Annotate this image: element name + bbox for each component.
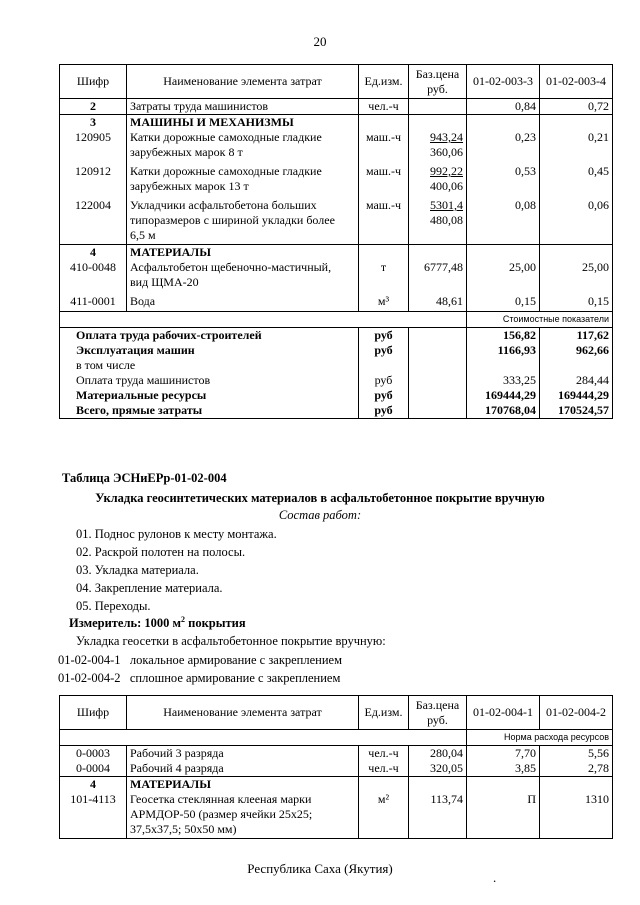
intro-text: Укладка геосетки в асфальтобетонное покрытие вручную: xyxy=(76,634,386,648)
cost-indicators-row xyxy=(60,312,613,328)
row-code: 0-0003 xyxy=(60,746,127,762)
table-row xyxy=(60,792,613,838)
work-step: 01. Поднос рулонов к месту монтажа. xyxy=(76,527,277,541)
summary-name: Оплата труда машинистов xyxy=(60,373,359,388)
row-value-2: 5,56 xyxy=(540,746,613,762)
row-value-1: 25,00 xyxy=(467,260,540,294)
summary-unit: руб xyxy=(359,403,409,419)
summary-unit: руб xyxy=(359,373,409,388)
row-unit: чел.-ч xyxy=(359,761,409,777)
row-code: 2 xyxy=(60,99,127,115)
row-price: 5301,4 480,08 xyxy=(409,198,467,244)
summary-value-1: 170768,04 xyxy=(467,403,540,419)
row-value-1: 0,15 xyxy=(467,294,540,312)
row-value-2: 2,78 xyxy=(540,761,613,777)
section-title: Укладка геосинтетических материалов в асфальтобетонное покрытие вручную xyxy=(95,491,545,505)
table-row xyxy=(60,761,613,777)
row-value-2: 0,21 xyxy=(540,130,613,164)
measure-unit: Измеритель: 1000 $м^2$ покрытия xyxy=(69,615,246,631)
page-number: 20 xyxy=(313,34,327,49)
variant-item: 01-02-004-2 сплошное армирование с закреплением xyxy=(58,671,341,685)
section-title: МАТЕРИАЛЫ xyxy=(127,244,359,260)
footer-mark: . xyxy=(493,870,497,885)
summary-name: Всего, прямые затраты xyxy=(60,403,359,419)
column-header-unit: Ед.изм. xyxy=(359,696,409,730)
row-unit: м³ xyxy=(359,294,409,312)
row-price: 113,74 xyxy=(409,792,467,838)
row-price: 992,22 400,06 xyxy=(409,164,467,198)
table-row-labor xyxy=(60,99,613,115)
summary-value-1: 169444,29 xyxy=(467,388,540,403)
summary-value-1: 1166,93 xyxy=(467,343,540,358)
summary-unit: руб xyxy=(359,343,409,358)
row-name: Катки дорожные самоходные гладкие зарубежных марок 8 т xyxy=(127,130,359,164)
row-name: Рабочий 3 разряда xyxy=(127,746,359,762)
work-step: 03. Укладка материала. xyxy=(76,563,199,577)
row-name: Затраты труда машинистов xyxy=(127,99,359,115)
summary-value-2: 169444,29 xyxy=(540,388,613,403)
column-header-norm-2: 01-02-003-4 xyxy=(540,65,613,99)
table-row xyxy=(60,294,613,312)
row-unit: маш.-ч xyxy=(359,130,409,164)
row-name: Вода xyxy=(127,294,359,312)
table-row xyxy=(60,130,613,164)
resource-table-01-02-003 xyxy=(59,64,613,419)
summary-row xyxy=(60,343,613,358)
row-code: 411-0001 xyxy=(60,294,127,312)
cost-indicators-label: Стоимостные показатели xyxy=(467,312,613,328)
row-price: 320,05 xyxy=(409,761,467,777)
table-row xyxy=(60,164,613,198)
row-unit: маш.-ч xyxy=(359,164,409,198)
summary-row xyxy=(60,373,613,388)
summary-value-2: 962,66 xyxy=(540,343,613,358)
row-value-2: 0,45 xyxy=(540,164,613,198)
row-name: Укладчики асфальтобетона больших типоразмеров с шириной укладки более 6,5 м xyxy=(127,198,359,244)
section-row-materials xyxy=(60,777,613,793)
row-code: 0-0004 xyxy=(60,761,127,777)
row-unit: чел.-ч xyxy=(359,746,409,762)
column-header-name: Наименование элемента затрат xyxy=(127,696,359,730)
column-header-norm-2: 01-02-004-2 xyxy=(540,696,613,730)
summary-name: Эксплуатация машин xyxy=(60,343,359,358)
summary-value-2: 170524,57 xyxy=(540,403,613,419)
row-code: 410-0048 xyxy=(60,260,127,294)
work-step: 05. Переходы. xyxy=(76,599,151,613)
variant-item: 01-02-004-1 локальное армирование с закреплением xyxy=(58,653,342,667)
norm-label: Норма расхода ресурсов xyxy=(467,730,613,746)
row-unit: т xyxy=(359,260,409,294)
resource-table-01-02-004 xyxy=(59,695,613,839)
row-price: 6777,48 xyxy=(409,260,467,294)
column-header-price: Баз.цена руб. xyxy=(409,65,467,99)
row-value-1: П xyxy=(467,792,540,838)
column-header-name: Наименование элемента затрат xyxy=(127,65,359,99)
summary-value-2: 117,62 xyxy=(540,328,613,344)
row-price: 943,24 360,06 xyxy=(409,130,467,164)
section-code: 4 xyxy=(60,244,127,260)
table-label: Таблица ЭСНиЕРр-01-02-004 xyxy=(62,471,227,485)
page-footer: Республика Саха (Якутия) xyxy=(247,861,393,876)
row-code: 122004 xyxy=(60,198,127,244)
row-value-1: 0,84 xyxy=(467,99,540,115)
section-code: 4 xyxy=(60,777,127,793)
summary-row xyxy=(60,403,613,419)
section-code: 3 xyxy=(60,115,127,131)
row-name: Катки дорожные самоходные гладкие зарубежных марок 13 т xyxy=(127,164,359,198)
summary-row xyxy=(60,388,613,403)
row-value-2: 0,15 xyxy=(540,294,613,312)
norm-label-row xyxy=(60,730,613,746)
summary-name: Материальные ресурсы xyxy=(60,388,359,403)
row-value-2: 0,72 xyxy=(540,99,613,115)
work-step: 04. Закрепление материала. xyxy=(76,581,223,595)
row-value-1: 3,85 xyxy=(467,761,540,777)
row-price: 48,61 xyxy=(409,294,467,312)
column-header-price: Баз.цена руб. xyxy=(409,696,467,730)
row-name: Рабочий 4 разряда xyxy=(127,761,359,777)
row-unit: м² xyxy=(359,792,409,838)
row-value-1: 0,23 xyxy=(467,130,540,164)
summary-name: Оплата труда рабочих-строителей xyxy=(60,328,359,344)
row-unit: маш.-ч xyxy=(359,198,409,244)
row-price: 280,04 xyxy=(409,746,467,762)
summary-value-1: 156,82 xyxy=(467,328,540,344)
row-code: 101-4113 xyxy=(60,792,127,838)
column-header-code: Шифр xyxy=(60,696,127,730)
column-header-norm-1: 01-02-004-1 xyxy=(467,696,540,730)
row-name: Асфальтобетон щебеночно-мастичный, вид ЩМА-20 xyxy=(127,260,359,294)
row-value-1: 0,08 xyxy=(467,198,540,244)
row-value-2: 25,00 xyxy=(540,260,613,294)
summary-row xyxy=(60,358,613,373)
row-code: 120912 xyxy=(60,164,127,198)
row-value-2: 0,06 xyxy=(540,198,613,244)
work-composition-heading: Состав работ: xyxy=(278,508,362,522)
column-header-code: Шифр xyxy=(60,65,127,99)
row-value-1: 0,53 xyxy=(467,164,540,198)
table-row xyxy=(60,260,613,294)
row-name: Геосетка стеклянная клееная марки АРМДОР-50 (размер ячейки 25х25; 37,5х37,5; 50х50 мм) xyxy=(127,792,359,838)
section-title: МАТЕРИАЛЫ xyxy=(127,777,359,793)
summary-unit: руб xyxy=(359,328,409,344)
column-header-unit: Ед.изм. xyxy=(359,65,409,99)
table-row xyxy=(60,746,613,762)
summary-unit: руб xyxy=(359,388,409,403)
summary-value-1: 333,25 xyxy=(467,373,540,388)
table-header-row xyxy=(60,65,613,99)
summary-value-2: 284,44 xyxy=(540,373,613,388)
row-unit: чел.-ч xyxy=(359,99,409,115)
row-value-2: 1310 xyxy=(540,792,613,838)
summary-name: в том числе xyxy=(60,358,359,373)
section-row-machines xyxy=(60,115,613,131)
table-header-row xyxy=(60,696,613,730)
section-row-materials xyxy=(60,244,613,260)
row-price xyxy=(409,99,467,115)
section-title: МАШИНЫ И МЕХАНИЗМЫ xyxy=(127,115,359,131)
work-step: 02. Раскрой полотен на полосы. xyxy=(76,545,246,559)
row-code: 120905 xyxy=(60,130,127,164)
summary-row xyxy=(60,328,613,344)
row-value-1: 7,70 xyxy=(467,746,540,762)
table-row xyxy=(60,198,613,244)
column-header-norm-1: 01-02-003-3 xyxy=(467,65,540,99)
